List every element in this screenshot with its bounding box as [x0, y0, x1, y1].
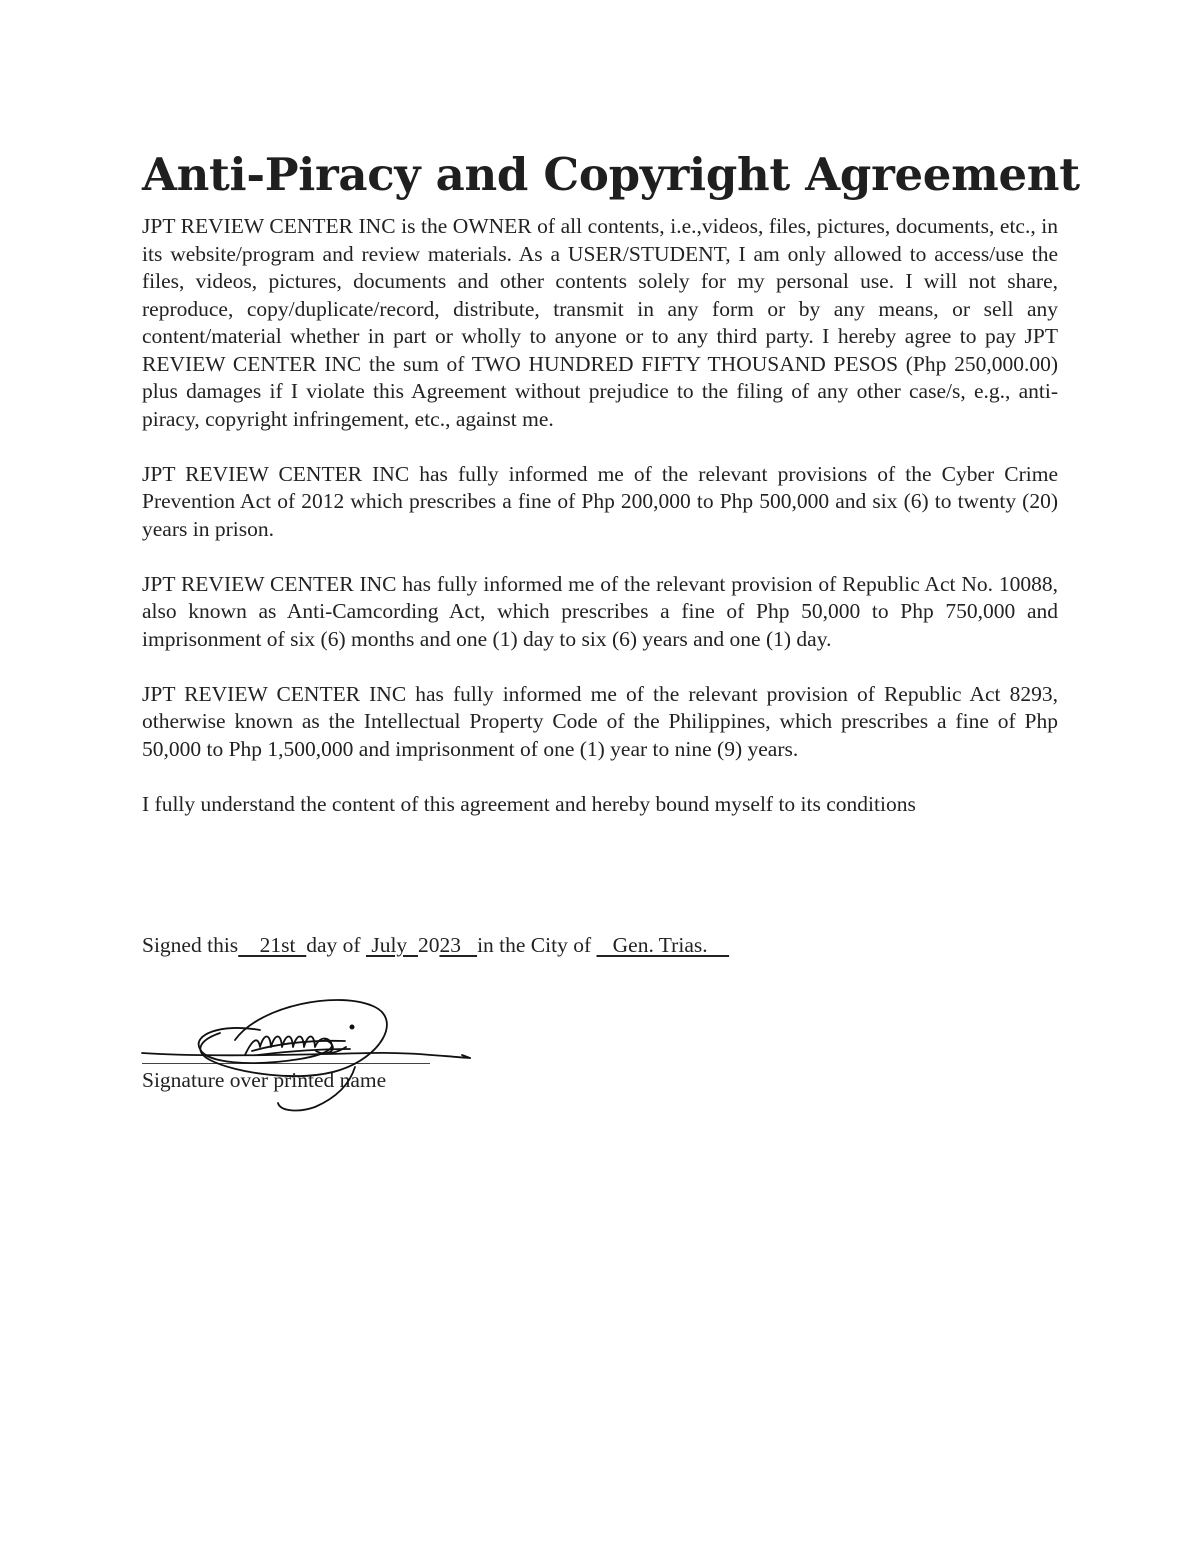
- signature-stroke-scribble: [245, 1037, 346, 1056]
- signed-date-line: [142, 930, 729, 960]
- agreement-body: [142, 213, 1058, 846]
- paragraph-understanding: I fully understand the content of this agreement and hereby bound myself to its conditions: [142, 791, 916, 816]
- signed-city-field: Gen. Trias.: [596, 933, 730, 957]
- paragraph-anti-camcording-act: JPT REVIEW CENTER INC has fully informed me of the relevant provision of Republic Act No. 10088, also known as Anti-Camcording Act, which prescribes a fine of Php 50,000 to Php 750,000 and imprisonment of six (6) months and one (1) day to six (6) years and one (1) day.: [142, 571, 1058, 651]
- paragraph-ownership: JPT REVIEW CENTER INC is the OWNER of all contents, i.e.,videos, files, pictures, documents, etc., in its website/program and review materials. As a USER/STUDENT, I am only allowed to access/use the files, videos, pictures, documents and other contents solely for my personal use. I will not share, reproduce, copy/duplicate/record, distribute, transmit in any form or by any means, or sell any content/material whether in part or wholly to anyone or to any third party. I hereby agree to pay JPT REVIEW CENTER INC the sum of TWO HUNDRED FIFTY THOUSAND PESOS (Php 250,000.00) plus damages if I violate this Agreement without prejudice to the filing of any other case/s, e.g., anti-piracy, copyright infringement, etc., against me.: [142, 214, 1058, 431]
- handwritten-signature: [140, 985, 485, 1115]
- paragraph-cybercrime-act: JPT REVIEW CENTER INC has fully informed me of the relevant provisions of the Cyber Crime Prevention Act of 2012 which prescribes a fine of Php 200,000 to Php 500,000 and six (6) to twenty (20) years in prison.: [142, 461, 1058, 541]
- signed-day-field: 21st: [238, 933, 307, 957]
- signed-middle-1: day of: [306, 933, 366, 957]
- signed-month-field: July: [365, 933, 418, 957]
- signed-year-prefix: 20: [417, 933, 440, 957]
- signature-stroke-loop: [200, 1000, 387, 1076]
- signed-prefix: Signed this: [142, 933, 239, 957]
- signature-caption: Signature over printed name: [142, 1068, 387, 1092]
- signed-middle-2: in the City of: [477, 933, 597, 957]
- paragraph-ip-code: JPT REVIEW CENTER INC has fully informed me of the relevant provision of Republic Act 8293, otherwise known as the Intellectual Property Code of the Philippines, which prescribes a fine of Php 50,000 to Php 1,500,000 and imprisonment of one (1) year to nine (9) years.: [142, 681, 1058, 761]
- signature-dot: [350, 1025, 353, 1028]
- document-title: Anti-Piracy and Copyright Agreement: [142, 148, 1080, 201]
- signed-year-field: 23: [439, 933, 478, 957]
- signature-stroke-descender: [278, 1067, 355, 1110]
